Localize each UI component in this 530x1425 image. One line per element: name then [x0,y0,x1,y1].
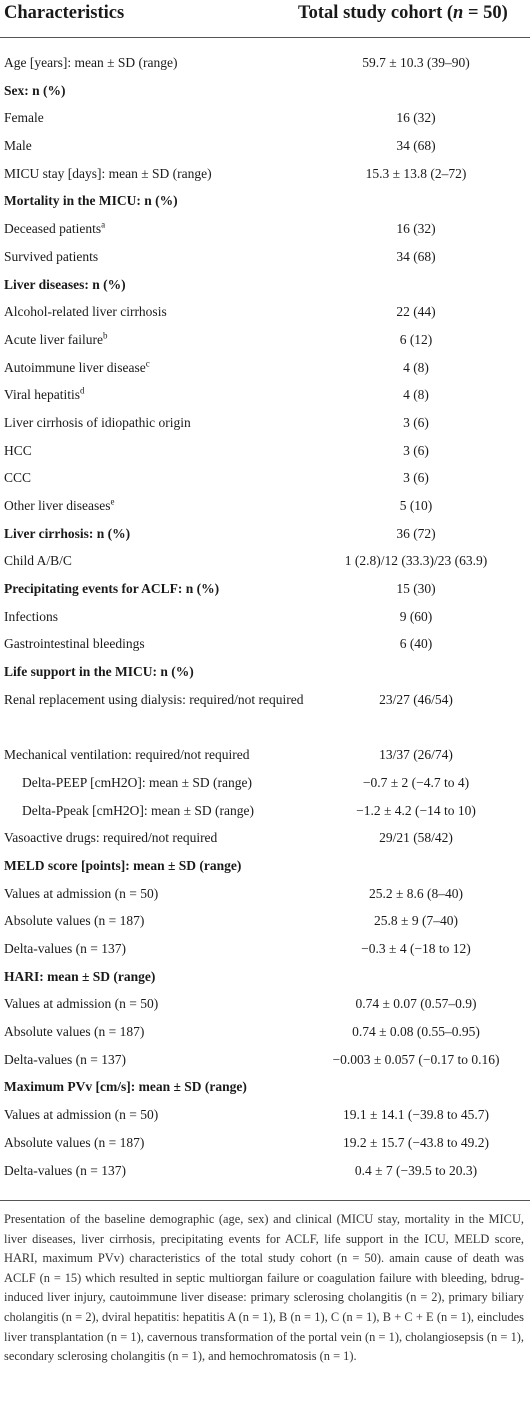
row-label [4,632,304,655]
row-label [4,79,304,102]
row-label [4,494,304,517]
table-section-row [0,270,530,298]
row-value: 9 (60) [399,608,433,624]
row-value: 1 (2.8)/12 (33.3)/23 (63.9) [344,553,488,569]
row-label [4,1048,304,1071]
table-row [0,1017,530,1045]
row-label [4,466,304,489]
row-label [4,909,304,932]
row-label [4,937,304,960]
row-value: 34 (68) [396,138,436,154]
row-label [4,328,304,351]
row-value: 0.4 ± 7 (−39.5 to 20.3) [354,1162,478,1178]
row-label-text: Absolute values (n = 187) [4,1024,145,1040]
row-label-text: Life support in the MICU: n (%) [4,664,194,680]
row-label-text: MELD score [points]: mean ± SD (range) [4,857,242,873]
row-value: 4 (8) [403,359,429,375]
row-label [4,854,304,877]
table-row [0,103,530,131]
row-label [4,522,304,545]
table-row [0,463,530,491]
table-row [0,796,530,824]
row-label-text: Deceased patients [4,221,102,237]
table-row [0,297,530,325]
table-row [0,408,530,436]
table-section-row [0,1072,530,1100]
row-label-text: MICU stay [days]: mean ± SD (range) [4,165,212,181]
row-label-text: Child A/B/C [4,553,72,569]
row-value: 36 (72) [396,525,436,541]
table-row [0,989,530,1017]
row-label [4,743,304,766]
table-row [0,48,530,76]
row-label-text: Autoimmune liver disease [4,359,146,375]
row-value: 6 (40) [399,636,433,652]
row-value: 6 (12) [399,331,433,347]
row-label [4,1103,304,1126]
table-footnote: Presentation of the baseline demographic (age, sex) and clinical (MICU stay, mortality in the MICU, liver diseases, liver cirrhosis, precipitating events for ACLF, life support in the ICU, MELD score, HARI, maximum PVv) characteristics of the total study cohort (n = 50). amain cause of death was ACLF (n = 15) which resulted in septic multiorgan failure or coagulation failure with bleeding, bdrug-induced liver injury, cautoimmune liver disease: primary sclerosing cholangitis (n = 2), primary biliary cholangitis (n = 2), dviral hepatitis: hepatitis A (n = 1), B (n = 1), C (n = 1), B + C + E (n = 1), eincludes liver transplantation (n = 1), cavernous transformation of the portal vein (n = 1), cholangiosepsis (n = 1), secondary sclerosing cholangitis (n = 1), and hemochromatosis (n = 1). [4,1212,524,1364]
table-section-row [0,657,530,685]
row-label-text: Renal replacement using dialysis: required/not required [4,691,304,707]
row-label [4,992,304,1015]
footnote-marker: d [80,385,85,396]
row-value: 25.2 ± 8.6 (8–40) [368,885,464,901]
row-label [4,965,304,988]
row-label-text: Values at admission (n = 50) [4,1107,159,1123]
row-value: 29/21 (58/42) [379,830,453,846]
row-label [4,577,304,600]
row-value: 59.7 ± 10.3 (39–90) [362,55,470,70]
table-row [0,685,530,740]
row-value: 16 (32) [396,110,436,126]
table-row [0,823,530,851]
row-value: 4 (8) [403,387,429,403]
row-label-text: Viral hepatitis [4,387,81,403]
row-label-text: Delta-values (n = 137) [4,941,126,957]
row-label [4,356,304,379]
row-value: 0.74 ± 0.07 (0.57–0.9) [355,996,477,1012]
table-row [0,380,530,408]
row-label-text: Absolute values (n = 187) [4,913,145,929]
row-label-text: Age [years]: mean ± SD (range) [4,55,178,70]
row-label [4,1020,304,1043]
row-label-text: Sex: n (%) [4,82,66,98]
row-label-text: Mechanical ventilation: required/not required [4,747,250,763]
table-row [0,436,530,464]
row-label [4,660,304,683]
row-label [4,605,304,628]
row-label-text: Liver cirrhosis of idiopathic origin [4,414,191,430]
row-label-text: HARI: mean ± SD (range) [4,968,156,984]
row-label [22,771,322,794]
footnote-marker: a [101,219,106,230]
row-label [4,1075,304,1098]
table-row [0,546,530,574]
row-value: −0.7 ± 2 (−4.7 to 4) [362,774,470,790]
row-label-text: Absolute values (n = 187) [4,1134,145,1150]
row-label-text: Other liver diseases [4,498,111,513]
table-section-row [0,519,530,547]
row-label-text: Delta-PEEP [cmH2O]: mean ± SD (range) [22,774,252,790]
table-section-row [0,851,530,879]
row-label-text: CCC [4,470,32,486]
table-row [0,214,530,242]
row-label [4,549,304,572]
table-row [0,629,530,657]
column-header-characteristics: Characteristics [4,3,125,23]
row-label-text: Male [4,138,32,154]
row-value: −0.3 ± 4 (−18 to 12) [361,941,471,957]
row-label-text: Liver diseases: n (%) [4,276,126,292]
footnote-marker: e [110,496,115,507]
row-value: 25.8 ± 9 (7–40) [374,913,458,929]
row-label-text: Acute liver failure [4,331,103,347]
table-bottom-rule [0,1200,530,1201]
row-value: 5 (10) [399,498,433,513]
row-label [4,245,304,268]
row-label-text: Gastrointestinal bleedings [4,636,145,652]
row-value: 23/27 (46/54) [379,691,453,707]
table-header [0,0,530,38]
row-value: 34 (68) [396,248,436,264]
row-label-text: Survived patients [4,248,99,264]
row-label [4,300,304,323]
row-label-text: Delta-Ppeak [cmH2O]: mean ± SD (range) [22,802,254,818]
row-label [4,189,304,212]
row-value: 16 (32) [396,221,436,237]
table-row [0,740,530,768]
table-row [0,1156,530,1184]
row-value: 19.2 ± 15.7 (−43.8 to 49.2) [343,1134,489,1150]
table-row [0,602,530,630]
row-label-text: Infections [4,608,58,624]
row-label-text: Liver cirrhosis: n (%) [4,525,131,541]
row-label [22,799,322,822]
table-row [0,491,530,519]
row-label [4,826,304,849]
table-row [0,353,530,381]
row-label [4,439,304,462]
table-row [0,879,530,907]
table-section-row [0,76,530,104]
row-label-text: Delta-values (n = 137) [4,1162,126,1178]
row-label-text: Mortality in the MICU: n (%) [4,193,178,209]
row-label-text: Values at admission (n = 50) [4,996,159,1012]
row-label-text: HCC [4,442,32,458]
row-value: 3 (6) [403,442,429,458]
row-label-text: Maximum PVv [cm/s]: mean ± SD (range) [4,1079,247,1095]
row-value: −1.2 ± 4.2 (−14 to 10) [356,802,476,818]
table-row [0,1045,530,1073]
table-row [0,1128,530,1156]
footnote-marker: b [102,330,108,341]
row-value: −0.003 ± 0.057 (−0.17 to 0.16) [332,1051,500,1067]
table-body [0,48,530,1183]
table-row [0,131,530,159]
footnote-marker: c [145,358,150,369]
row-label-text: Values at admission (n = 50) [4,885,159,901]
row-label [4,106,304,129]
row-label [4,217,304,240]
row-label-text: Vasoactive drugs: required/not required [4,830,218,846]
row-label [4,882,304,905]
row-label-text: Female [4,110,44,126]
row-label [4,273,304,296]
column-header-total-cohort: Total study cohort (n = 50) [298,3,508,23]
row-value: 13/37 (26/74) [379,747,453,763]
row-label [4,411,304,434]
row-value: 15 (30) [396,581,436,597]
table-section-row [0,962,530,990]
row-value: 15.3 ± 13.8 (2–72) [365,165,467,181]
row-value: 0.74 ± 0.08 (0.55–0.95) [352,1024,480,1040]
table-section-row [0,574,530,602]
row-value: 22 (44) [396,304,436,320]
row-label [4,383,304,406]
row-label-text: Alcohol-related liver cirrhosis [4,304,167,320]
table-row [0,934,530,962]
row-label [4,1131,304,1154]
row-label-text: Delta-values (n = 137) [4,1051,126,1067]
row-label [4,688,304,711]
row-label [4,1159,304,1182]
table-section-row [0,186,530,214]
table-row [0,242,530,270]
table-row [0,325,530,353]
row-value: 3 (6) [403,470,429,486]
row-label-text: Precipitating events for ACLF: n (%) [4,581,220,597]
row-label [4,51,304,74]
table-row [0,906,530,934]
row-label [4,134,304,157]
row-label [4,162,304,185]
row-value: 3 (6) [403,414,429,430]
table-row [0,1100,530,1128]
table-row [0,159,530,187]
table-row [0,768,530,796]
row-value: 19.1 ± 14.1 (−39.8 to 45.7) [343,1107,489,1123]
